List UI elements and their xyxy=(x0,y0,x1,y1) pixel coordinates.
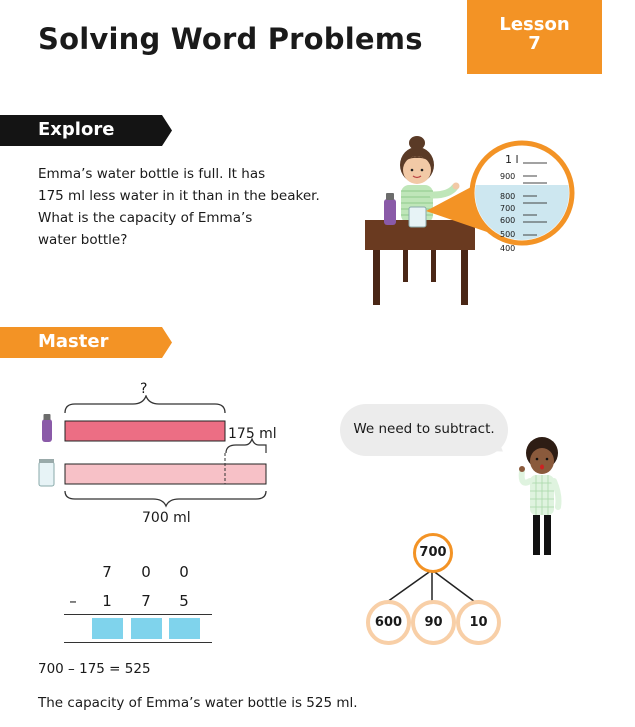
bond-part: 10 xyxy=(456,600,501,645)
explore-text-line-2: 175 ml less water in it than in the beaker. xyxy=(38,188,320,204)
explore-illustration xyxy=(355,125,595,310)
speech-text: We need to subtract. xyxy=(353,421,495,437)
subtrahend-digit: 5 xyxy=(179,592,189,610)
bond-part: 90 xyxy=(411,600,456,645)
scale-label: 600 xyxy=(500,216,516,225)
subtrahend-digit: 7 xyxy=(141,592,151,610)
boy-illustration xyxy=(510,435,570,560)
subtrahend-digit: 1 xyxy=(102,592,112,610)
answer-box[interactable] xyxy=(169,618,200,639)
explore-text-line-1: Emma’s water bottle is full. It has xyxy=(38,166,266,182)
minus-sign: – xyxy=(69,592,77,610)
beaker-icon xyxy=(39,459,54,486)
bar-model xyxy=(30,395,280,510)
conclusion: The capacity of Emma’s water bottle is 525 ml. xyxy=(38,695,358,711)
bottle-icon xyxy=(42,414,52,442)
answer-box[interactable] xyxy=(92,618,123,639)
scale-label: 500 xyxy=(500,230,516,239)
subtraction-line-bottom xyxy=(64,642,212,643)
bottle-bar xyxy=(65,421,225,441)
question-mark: ? xyxy=(140,381,148,397)
bond-whole: 700 xyxy=(413,533,453,573)
difference-label: 175 ml xyxy=(228,426,277,442)
minuend-digit: 0 xyxy=(141,563,151,581)
minuend-digit: 7 xyxy=(102,563,112,581)
scale-label: 700 xyxy=(500,204,516,213)
scale-label: 400 xyxy=(500,244,516,253)
page-title: Solving Word Problems xyxy=(38,22,423,56)
scale-label: 800 xyxy=(500,192,516,201)
subtraction-line-top xyxy=(64,614,212,615)
minuend-digit: 0 xyxy=(179,563,189,581)
lesson-label: Lesson xyxy=(499,14,570,35)
bond-part: 600 xyxy=(366,600,411,645)
explore-text-line-4: water bottle? xyxy=(38,232,128,248)
scale-label: 900 xyxy=(500,172,516,181)
master-heading: Master xyxy=(38,331,109,352)
scale-label-1l: 1 l xyxy=(505,153,519,166)
explore-text-line-3: What is the capacity of Emma’s xyxy=(38,210,253,226)
explore-heading: Explore xyxy=(38,119,115,140)
answer-box[interactable] xyxy=(131,618,162,639)
equation: 700 – 175 = 525 xyxy=(38,661,151,677)
total-label: 700 ml xyxy=(142,510,191,526)
beaker-bar xyxy=(65,464,266,484)
lesson-number: 7 xyxy=(528,33,541,54)
